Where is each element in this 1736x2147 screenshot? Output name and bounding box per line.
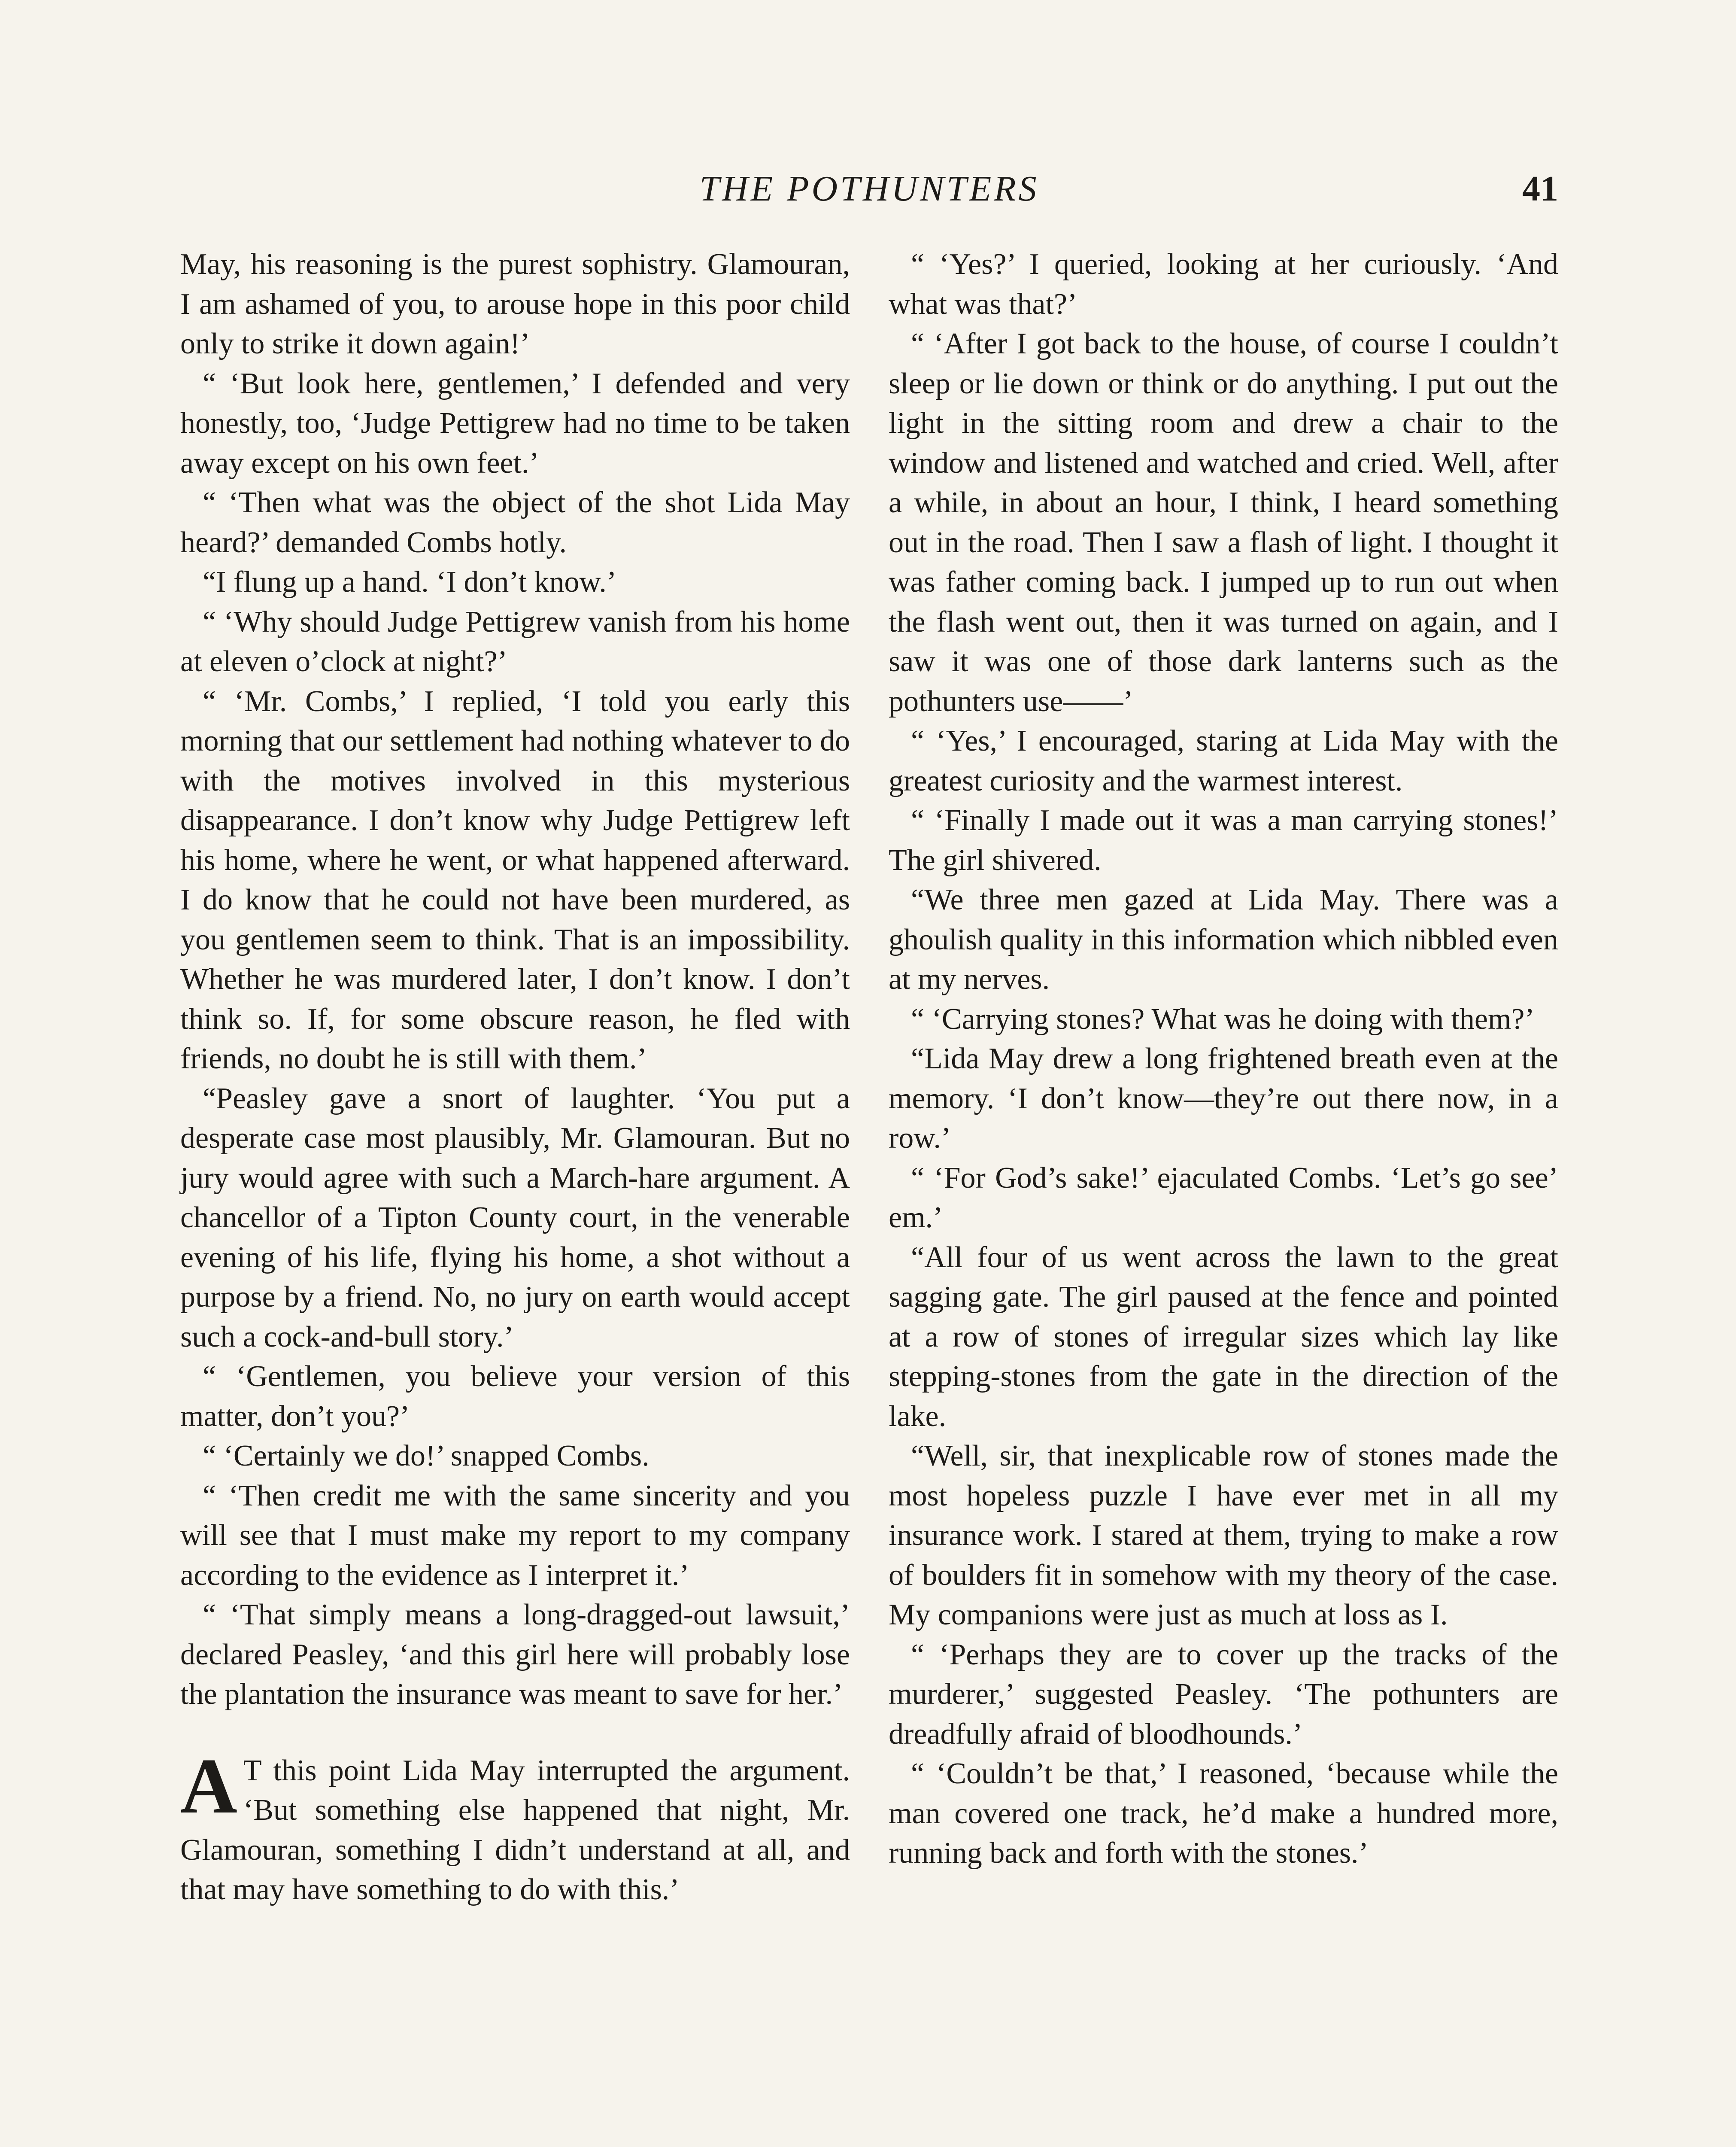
drop-cap: A <box>180 1742 237 1830</box>
paragraph: “ ‘Perhaps they are to cover up the tracks of the murderer,’ suggested Peasley. ‘The pothunters are dreadfully afraid of bloodhounds.’ <box>889 1638 1558 1751</box>
paragraph: “ ‘After I got back to the house, of course I couldn’t sleep or lie down or think or do anything. I put out the light in the sitting room and drew a chair to the window and listened and watched and cried. Well, after a while, in about an hour, I think, I heard something out in the road. Then I saw a flash of light. I thought it was father coming back. I jumped up to run out when the flash went out, then it was turned on again, and I saw it was one of those dark lanterns such as the pothunters use——’ <box>889 327 1558 718</box>
page-number: 41 <box>1522 169 1558 209</box>
paragraph: “We three men gazed at Lida May. There was a ghoulish quality in this information which nibbled even at my nerves. <box>889 883 1558 996</box>
paragraph: “Lida May drew a long frightened breath even at the memory. ‘I don’t know—they’re out there now, in a row.’ <box>889 1042 1558 1155</box>
left-column <box>180 245 850 1910</box>
paragraph: “ ‘For God’s sake!’ ejaculated Combs. ‘Let’s go see’ em.’ <box>889 1161 1558 1234</box>
paragraph: May, his reasoning is the purest sophistry. Glamouran, I am ashamed of you, to arouse hope in this poor child only to strike it down again!’ <box>180 248 850 360</box>
paragraph: “All four of us went across the lawn to the great sagging gate. The girl paused at the fence and pointed at a row of stones of irregular sizes which lay like stepping-stones from the gate in the direction of the lake. <box>889 1241 1558 1433</box>
page-header <box>180 163 1558 223</box>
section-text: T this point Lida May interrupted the argument. ‘But something else happened that night, Mr. Glamouran, something I didn’t understand at all, and that may have something to do with this.’ <box>180 1754 850 1906</box>
paragraph: “Peasley gave a snort of laughter. ‘You put a desperate case most plausibly, Mr. Glamouran. But no jury would agree with such a March-hare argument. A chancellor of a Tipton County court, in the venerable evening of his life, flying his home, a shot without a purpose by a friend. No, no jury on earth would accept such a cock-and-bull story.’ <box>180 1082 850 1353</box>
paragraph: “ ‘Then credit me with the same sincerity and you will see that I must make my report to my company according to the evidence as I interpret it.’ <box>180 1479 850 1592</box>
running-title: THE POTHUNTERS <box>699 169 1039 209</box>
paragraph: “ ‘Why should Judge Pettigrew vanish from his home at eleven o’clock at night?’ <box>180 605 850 678</box>
paragraph: “ ‘Carrying stones? What was he doing with them?’ <box>911 1002 1535 1036</box>
paragraph: “ ‘Certainly we do!’ snapped Combs. <box>203 1439 649 1472</box>
paragraph: “ ‘Then what was the object of the shot Lida May heard?’ demanded Combs hotly. <box>180 486 850 559</box>
paragraph: “Well, sir, that inexplicable row of stones made the most hopeless puzzle I have ever met in all my insurance work. I stared at them, trying to make a row of boulders fit in somehow with my theory of the case. My companions were just as much at loss as I. <box>889 1439 1558 1631</box>
paragraph: “ ‘That simply means a long-dragged-out lawsuit,’ declared Peasley, ‘and this girl here will probably lose the plantation the insurance was meant to save for her.’ <box>180 1598 850 1711</box>
paragraph: “ ‘Gentlemen, you believe your version of this matter, don’t you?’ <box>180 1360 850 1433</box>
paragraph: “ ‘Yes?’ I queried, looking at her curiously. ‘And what was that?’ <box>889 248 1558 321</box>
paragraph: “ ‘But look here, gentlemen,’ I defended and very honestly, too, ‘Judge Pettigrew had no time to be taken away except on his own feet.’ <box>180 367 850 480</box>
paragraph: “I flung up a hand. ‘I don’t know.’ <box>203 566 617 599</box>
paragraph: “ ‘Finally I made out it was a man carrying stones!’ The girl shivered. <box>889 804 1558 877</box>
paragraph: “ ‘Mr. Combs,’ I replied, ‘I told you early this morning that our settlement had nothing whatever to do with the motives involved in this mysterious disappearance. I don’t know why Judge Pettigrew left his home, where he went, or what happened afterward. I do know that he could not have been murdered, as you gentlemen seem to think. That is an impossibility. Whether he was murdered later, I don’t know. I don’t think so. If, for some obscure reason, he fled with friends, no doubt he is still with them.’ <box>180 684 850 1075</box>
section-paragraph <box>180 1742 850 1910</box>
paragraph: “ ‘Couldn’t be that,’ I reasoned, ‘because while the man covered one track, he’d make a hundred more, running back and forth with the stones.’ <box>889 1757 1558 1870</box>
right-column <box>889 245 1558 1873</box>
paragraph: “ ‘Yes,’ I encouraged, staring at Lida May with the greatest curiosity and the warmest interest. <box>889 724 1558 797</box>
